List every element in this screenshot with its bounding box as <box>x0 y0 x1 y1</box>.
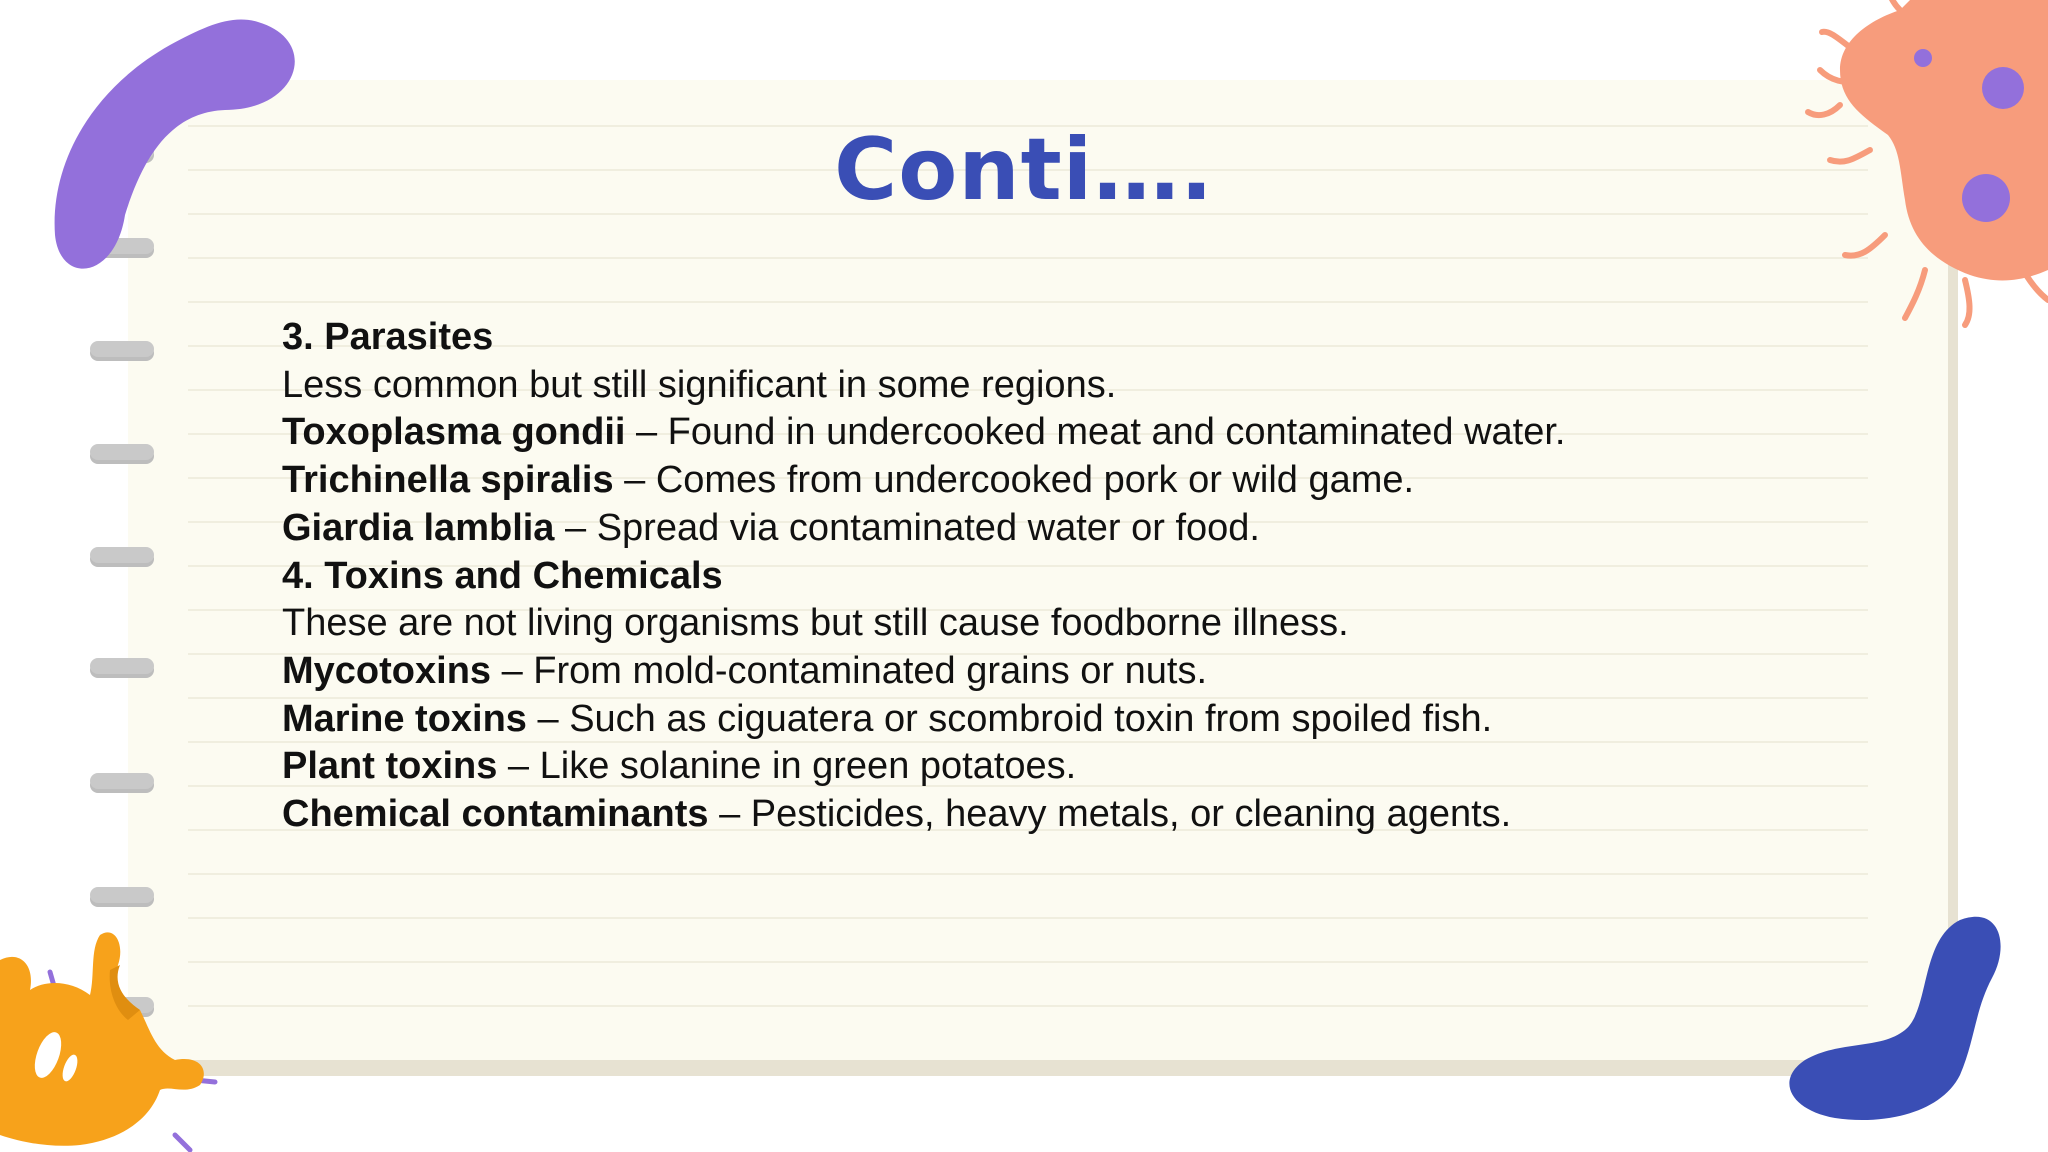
binder-ring <box>90 341 154 357</box>
section-heading-toxins: 4. Toxins and Chemicals <box>282 554 723 597</box>
slide-body <box>282 314 1842 839</box>
section-heading-parasites: 3. Parasites <box>282 316 494 358</box>
binder-ring <box>90 773 154 789</box>
binder-ring <box>90 887 154 903</box>
list-item: Giardia lamblia – Spread via contaminated water or food. <box>282 506 1260 549</box>
list-item: Toxoplasma gondii – Found in undercooked meat and contaminated water. <box>282 411 1566 454</box>
list-item: Plant toxins – Like solanine in green potatoes. <box>282 745 1077 788</box>
list-item: Trichinella spiralis – Comes from undercooked pork or wild game. <box>282 459 1415 502</box>
binder-ring <box>90 658 154 674</box>
binder-ring <box>90 547 154 563</box>
list-item: Less common but still significant in some regions. <box>282 363 1117 406</box>
list-item: These are not living organisms but still cause foodborne illness. <box>282 602 1349 645</box>
list-item: Chemical contaminants – Pesticides, heavy metals, or cleaning agents. <box>282 793 1512 836</box>
binder-ring <box>90 444 154 460</box>
yellow-splat-icon <box>0 920 280 1152</box>
list-item: Marine toxins – Such as ciguatera or scombroid toxin from spoiled fish. <box>282 697 1493 740</box>
list-item: Mycotoxins – From mold-contaminated grains or nuts. <box>282 649 1208 692</box>
page-title: Conti…. <box>834 120 1214 220</box>
blue-blob-icon <box>1770 900 2020 1130</box>
